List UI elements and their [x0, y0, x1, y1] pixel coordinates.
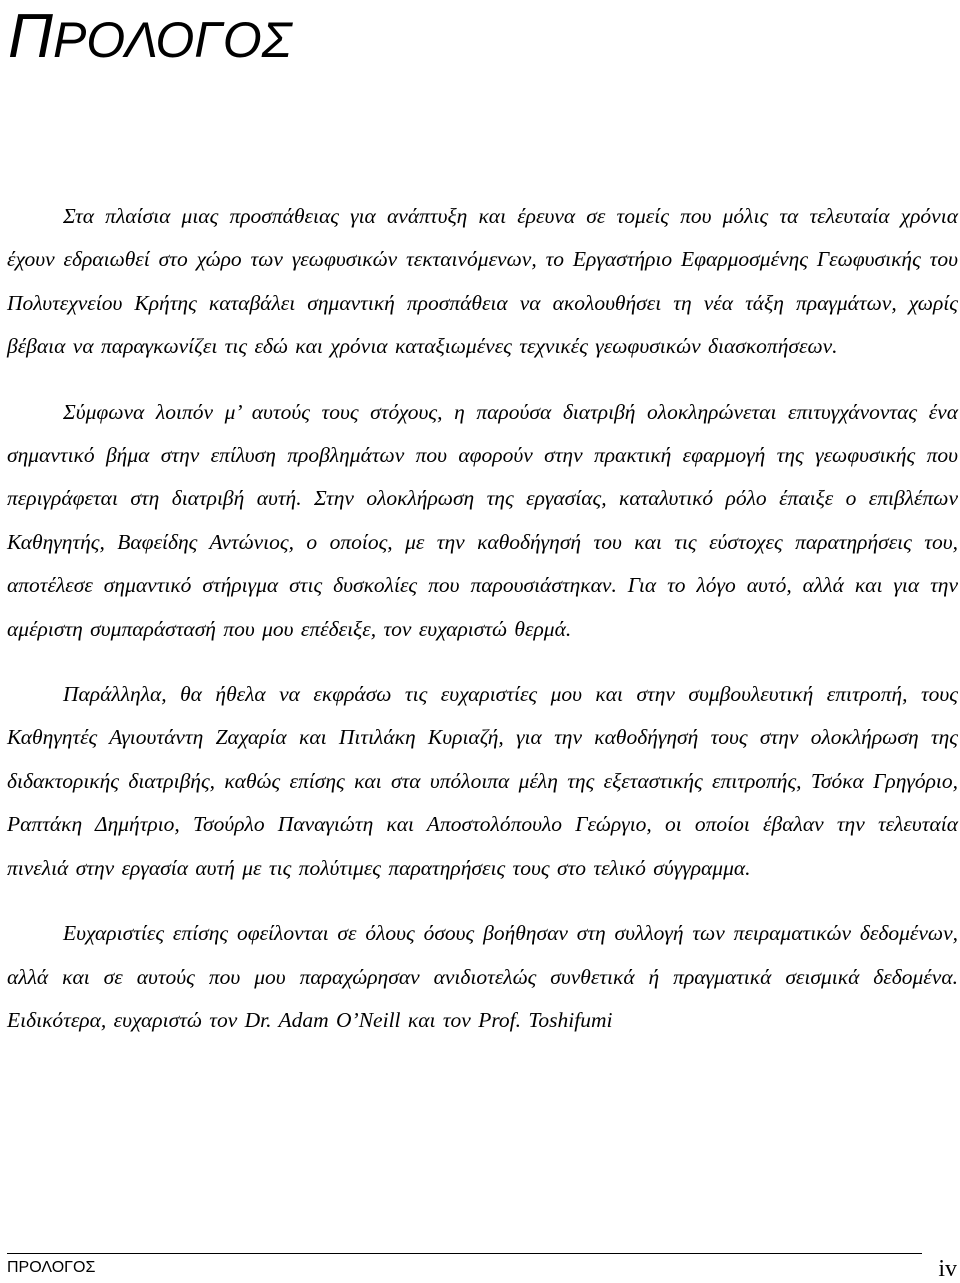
- footer-section-label: ΠΡΟΛΟΓΟΣ: [7, 1259, 96, 1276]
- paragraph-supervisor-thanks: Σύμφωνα λοιπόν μ’ αυτούς τους στόχους, η παρούσα διατριβή ολοκληρώνεται επιτυγχάνοντας ένα σημαντικό βήμα στην επίλυση προβλημάτων που αφορούν στην πρακτική εφαρμογή της γεωφυσικής που περιγράφεται στη διατριβή αυτή. Στην ολοκλήρωση της εργασίας, καταλυτικό ρόλο έπαιξε ο επιβλέπων Καθηγητής, Βαφείδης Αντώνιος, ο οποίος, με την καθοδήγησή του και τις εύστοχες παρατηρήσεις του, αποτέλεσε σημαντικό στήριγμα στις δυσκολίες που παρουσιάστηκαν. Για το λόγο αυτό, αλλά και για την αμέριστη συμπαράστασή που μου επέδειξε, τον ευχαριστώ θερμά.: [7, 399, 958, 641]
- body-text: [7, 195, 958, 1064]
- paragraph-data-thanks: Ευχαριστίες επίσης οφείλονται σε όλους όσους βοήθησαν στη συλλογή των πειραματικών δεδομένων, αλλά και σε αυτούς που μου παραχώρησαν ανιδιοτελώς συνθετικά ή πραγματικά σεισμικά δεδομένα. Ειδικότερα, ευχαριστώ τον Dr. Adam O’Neill και τον Prof. Toshifumi: [7, 921, 958, 1032]
- paragraph-intro: Στα πλαίσια μιας προσπάθειας για ανάπτυξη και έρευνα σε τομείς που μόλις τα τελευταία χρόνια έχουν εδραιωθεί στο χώρο των γεωφυσικών τεκταινόμενων, το Εργαστήριο Εφαρμοσμένης Γεωφυσικής του Πολυτεχνείου Κρήτης καταβάλει σημαντική προσπάθεια να ακολουθήσει τη νέα τάξη πραγμάτων, χωρίς βέβαια να παραγκωνίζει τις εδώ και χρόνια καταξιωμένες τεχνικές γεωφυσικών διασκοπήσεων.: [7, 204, 958, 359]
- page-title-rest: ΡΟΛΟΓΟΣ: [52, 12, 292, 68]
- page-title: [8, 0, 292, 77]
- page-title-initial: Π: [8, 2, 53, 71]
- paragraph-committee-thanks: Παράλληλα, θα ήθελα να εκφράσω τις ευχαριστίες μου και στην συμβουλευτική επιτροπή, τους Καθηγητές Αγιουτάντη Ζαχαρία και Πιτιλάκη Κυριαζή, για την καθοδήγησή τους στην ολοκλήρωση της διδακτορικής διατριβής, καθώς επίσης και στα υπόλοιπα μέλη της εξεταστικής επιτροπής, Τσόκα Γρηγόριο, Ραπτάκη Δημήτριο, Τσούρλο Παναγιώτη και Αποστολόπουλο Γεώργιο, οι οποίοι έβαλαν την τελευταία πινελιά στην εργασία αυτή με τις πολύτιμες παρατηρήσεις τους στο τελικό σύγγραμμα.: [7, 682, 958, 880]
- page-number: iv: [938, 1256, 957, 1282]
- footer-divider: [7, 1253, 922, 1254]
